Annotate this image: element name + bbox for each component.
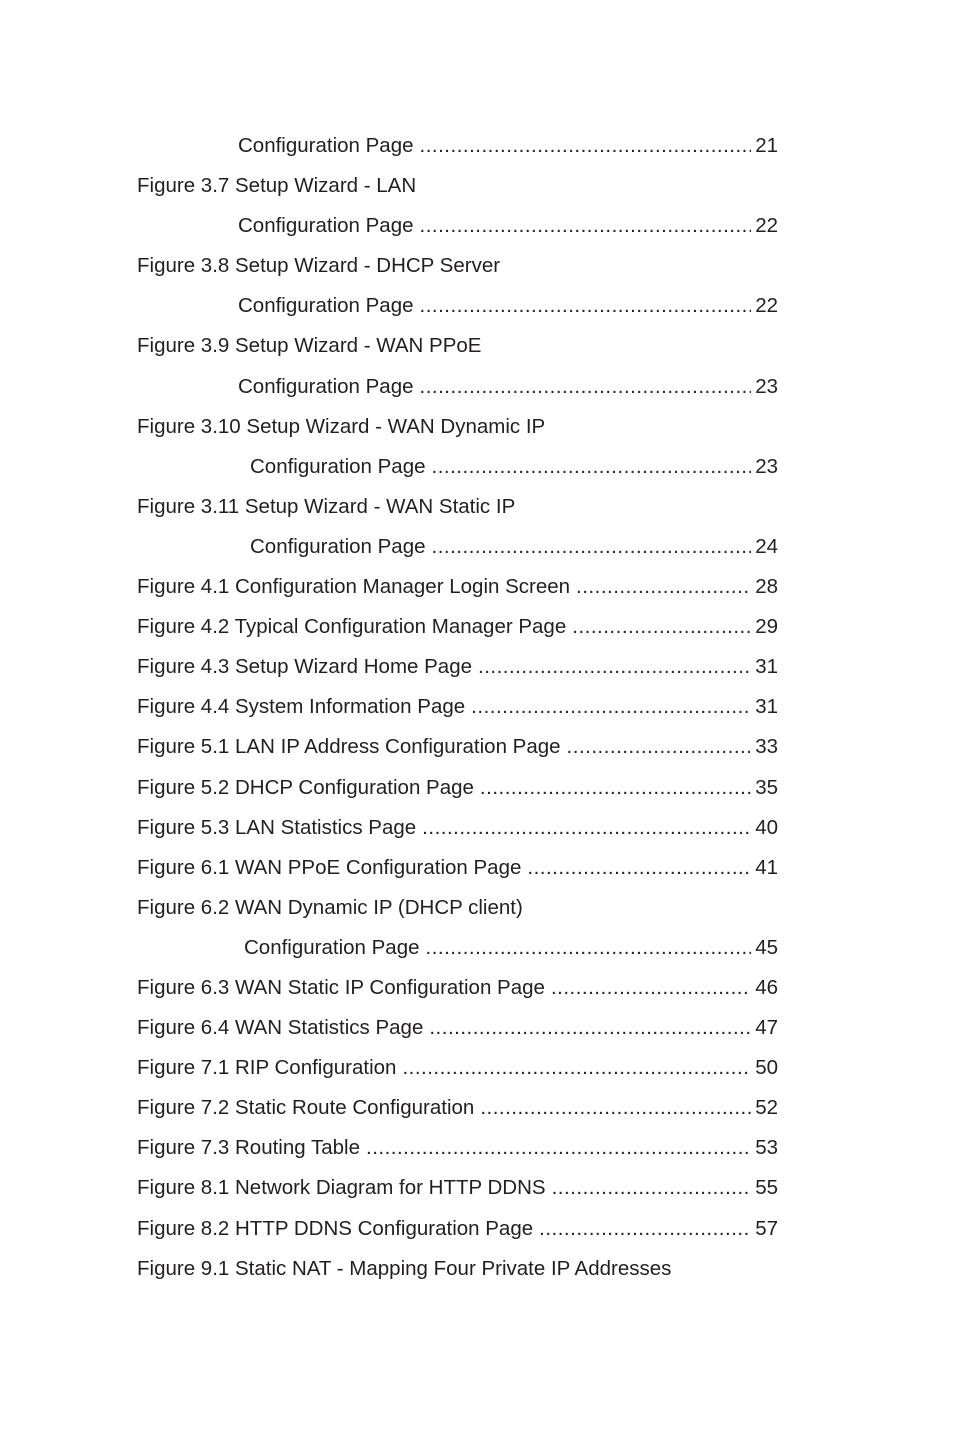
toc-entry bbox=[137, 326, 778, 366]
dot-leader bbox=[480, 768, 751, 808]
toc-entry bbox=[137, 126, 778, 166]
dot-leader bbox=[420, 286, 752, 326]
toc-page-number: 24 bbox=[755, 534, 778, 558]
toc-entry-title: Figure 7.1 RIP Configuration bbox=[137, 1056, 397, 1080]
dot-leader bbox=[551, 968, 751, 1008]
toc-entry-title: Figure 4.3 Setup Wizard Home Page bbox=[137, 655, 472, 679]
dot-leader bbox=[420, 367, 752, 407]
toc-entry bbox=[137, 206, 778, 246]
toc-page-number: 40 bbox=[755, 815, 778, 839]
toc-entry-title: Figure 6.3 WAN Static IP Configuration Page bbox=[137, 975, 545, 999]
toc-entry bbox=[137, 1249, 778, 1289]
dot-leader bbox=[572, 607, 751, 647]
toc-entry-title: Figure 5.3 LAN Statistics Page bbox=[137, 815, 417, 839]
dot-leader bbox=[426, 928, 752, 968]
toc-page-number: 41 bbox=[755, 855, 778, 879]
toc-page-number: 52 bbox=[755, 1096, 778, 1120]
toc-entry bbox=[137, 447, 778, 487]
toc-page-number: 22 bbox=[755, 214, 778, 238]
toc-page-number: 21 bbox=[755, 134, 778, 157]
toc-entry-title: Figure 5.2 DHCP Configuration Page bbox=[137, 775, 474, 799]
toc-entry bbox=[137, 1088, 778, 1128]
toc-entry bbox=[137, 968, 778, 1008]
toc-entry-title: Figure 6.4 WAN Statistics Page bbox=[137, 1016, 424, 1040]
toc-page-number: 35 bbox=[755, 775, 778, 799]
toc-page-number: 33 bbox=[755, 735, 778, 759]
toc-entry bbox=[137, 888, 778, 928]
toc-page-number: 31 bbox=[755, 695, 778, 719]
toc-page-number: 23 bbox=[755, 454, 778, 478]
toc-entry-title: Figure 3.10 Setup Wizard - WAN Dynamic IP bbox=[137, 414, 546, 438]
dot-leader bbox=[576, 567, 751, 607]
toc-entry bbox=[137, 487, 778, 527]
dot-leader bbox=[471, 687, 751, 727]
toc-page-number: 28 bbox=[755, 575, 778, 599]
toc-page-number: 53 bbox=[755, 1136, 778, 1160]
list-of-figures bbox=[137, 126, 778, 1289]
toc-entry-title: Figure 7.3 Routing Table bbox=[137, 1136, 360, 1160]
toc-page-number: 22 bbox=[755, 294, 778, 318]
toc-entry bbox=[137, 1048, 778, 1088]
toc-page-number: 29 bbox=[755, 615, 778, 639]
toc-page-number: 45 bbox=[755, 935, 778, 959]
toc-entry bbox=[137, 808, 778, 848]
toc-entry-title: Configuration Page bbox=[238, 134, 414, 157]
toc-entry-title: Figure 9.1 Static NAT - Mapping Four Private IP Addresses bbox=[137, 1256, 672, 1280]
toc-entry-title: Figure 4.4 System Information Page bbox=[137, 695, 466, 719]
toc-entry bbox=[137, 848, 778, 888]
toc-entry-title: Figure 6.2 WAN Dynamic IP (DHCP client) bbox=[137, 895, 523, 919]
toc-entry-title: Figure 3.11 Setup Wizard - WAN Static IP bbox=[137, 494, 516, 518]
dot-leader bbox=[480, 1088, 751, 1128]
toc-entry-title: Configuration Page bbox=[244, 935, 420, 959]
toc-entry-title: Figure 4.1 Configuration Manager Login Screen bbox=[137, 575, 571, 599]
toc-entry bbox=[137, 1209, 778, 1249]
toc-entry-title: Configuration Page bbox=[238, 374, 414, 398]
dot-leader bbox=[422, 808, 751, 848]
toc-page-number: 57 bbox=[755, 1216, 778, 1240]
toc-entry bbox=[137, 607, 778, 647]
dot-leader bbox=[402, 1048, 751, 1088]
toc-entry bbox=[137, 246, 778, 286]
toc-entry-title: Figure 4.2 Typical Configuration Manager Page bbox=[137, 615, 567, 639]
toc-entry bbox=[137, 527, 778, 567]
dot-leader bbox=[420, 206, 752, 246]
dot-leader bbox=[432, 527, 752, 567]
toc-entry-title: Figure 7.2 Static Route Configuration bbox=[137, 1096, 475, 1120]
dot-leader bbox=[432, 447, 752, 487]
toc-page-number: 46 bbox=[755, 975, 778, 999]
toc-entry bbox=[137, 647, 778, 687]
dot-leader bbox=[420, 126, 752, 166]
dot-leader bbox=[478, 647, 751, 687]
toc-entry-title: Configuration Page bbox=[250, 534, 426, 558]
toc-entry bbox=[137, 768, 778, 808]
dot-leader bbox=[552, 1168, 752, 1208]
toc-page-number: 23 bbox=[755, 374, 778, 398]
toc-entry bbox=[137, 1128, 778, 1168]
toc-entry bbox=[137, 407, 778, 447]
toc-entry bbox=[137, 928, 778, 968]
toc-entry-title: Configuration Page bbox=[238, 214, 414, 238]
toc-entry bbox=[137, 687, 778, 727]
toc-page-number: 31 bbox=[755, 655, 778, 679]
toc-entry bbox=[137, 727, 778, 767]
toc-entry bbox=[137, 367, 778, 407]
toc-page-number: 50 bbox=[755, 1056, 778, 1080]
toc-entry bbox=[137, 1008, 778, 1048]
toc-entry-title: Figure 3.9 Setup Wizard - WAN PPoE bbox=[137, 334, 482, 358]
toc-page-number: 55 bbox=[755, 1176, 778, 1200]
dot-leader bbox=[539, 1209, 751, 1249]
toc-entry-title: Configuration Page bbox=[238, 294, 414, 318]
dot-leader bbox=[567, 727, 752, 767]
toc-entry-title: Figure 8.1 Network Diagram for HTTP DDNS bbox=[137, 1176, 546, 1200]
toc-entry bbox=[137, 1168, 778, 1208]
toc-entry bbox=[137, 567, 778, 607]
toc-entry-title: Figure 3.8 Setup Wizard - DHCP Server bbox=[137, 254, 501, 278]
toc-entry bbox=[137, 166, 778, 206]
toc-entry-title: Configuration Page bbox=[250, 454, 426, 478]
toc-entry bbox=[137, 286, 778, 326]
toc-entry-title: Figure 8.2 HTTP DDNS Configuration Page bbox=[137, 1216, 534, 1240]
toc-page-number: 47 bbox=[755, 1016, 778, 1040]
dot-leader bbox=[527, 848, 751, 888]
toc-entry-title: Figure 3.7 Setup Wizard - LAN bbox=[137, 174, 417, 198]
dot-leader bbox=[366, 1128, 751, 1168]
toc-entry-title: Figure 6.1 WAN PPoE Configuration Page bbox=[137, 855, 522, 879]
toc-entry-title: Figure 5.1 LAN IP Address Configuration Page bbox=[137, 735, 561, 759]
dot-leader bbox=[429, 1008, 751, 1048]
